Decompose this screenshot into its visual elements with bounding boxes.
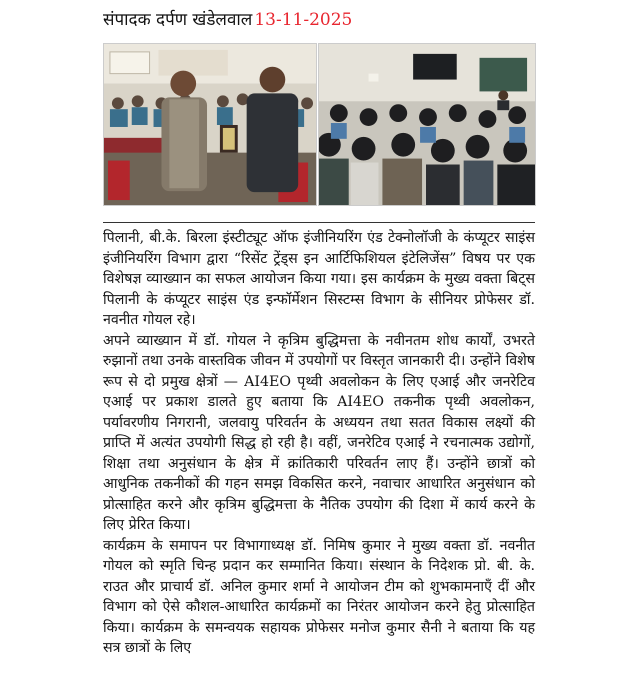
award-photo-illustration xyxy=(104,44,316,205)
article-paragraph-2: अपने व्याख्यान में डॉ. गोयल ने कृत्रिम बुद्धिमत्ता के नवीनतम शोध कार्यों, उभरते रुझानों तथा उनके वास्तविक जीवन में उपयोगों पर विस्तृत जानकारी दी। उन्होंने विशेष रूप से दो प्रमुख क्षेत्रों — AI4EO पृथ्वी अवलोकन के लिए एआई और जनरेटिव एआई पर प्रकाश डालते हुए बताया कि AI4EO तकनीक पृथ्वी अवलोकन, पर्यावरणीय निगरानी, जलवायु परिवर्तन के अध्ययन तथा सतत विकास लक्ष्यों की प्राप्ति में अत्यंत उपयोगी सिद्ध हो रही है। वहीं, जनरेटिव एआई ने रचनात्मक उद्योगों, शिक्षा तथा अनुसंधान के क्षेत्र में क्रांतिकारी परिवर्तन लाए हैं। उन्होंने छात्रों को आधुनिक तकनीकों की गहन समझ विकसित करने, नवाचार आधारित अनुसंधान को प्रोत्साहित करने और कृत्रिम बुद्धिमत्ता के नैतिक उपयोग की दिशा में कार्य करने के लिए प्रेरित किया। xyxy=(103,332,535,533)
event-photo-lecture xyxy=(318,43,536,206)
publish-date: 13-11-2025 xyxy=(254,10,353,30)
editor-name: संपादक दर्पण खंडेलवाल xyxy=(103,10,253,30)
divider-line xyxy=(103,222,535,223)
byline xyxy=(103,8,352,32)
article-paragraph-1: पिलानी, बी.के. बिरला इंस्टीट्यूट ऑफ इंजीनियरिंग एंड टेक्नोलॉजी के कंप्यूटर साइंस इंजीनियरिंग विभाग द्वारा “रिसेंट ट्रेंड्स इन आर्टिफिशियल इंटेलिजेंस” विषय पर एक विशेषज्ञ व्याख्यान का सफल आयोजन किया गया। इस कार्यक्रम के मुख्य वक्ता बिट्स पिलानी के कंप्यूटर साइंस एंड इन्फॉर्मेशन सिस्टम्स विभाग के सीनियर प्रोफेसर डॉ. नवनीत गोयल रहे। xyxy=(103,230,535,328)
article-body xyxy=(103,228,535,659)
article-paragraph-3: कार्यक्रम के समापन पर विभागाध्यक्ष डॉ. निमिष कुमार ने मुख्य वक्ता डॉ. नवनीत गोयल को स्मृति चिन्ह प्रदान कर सम्मानित किया। संस्थान के निदेशक प्रो. बी. के. राउत और प्राचार्य डॉ. अनिल कुमार शर्मा ने आयोजन टीम को शुभकामनाएँ दीं और विभाग को ऐसे कौशल-आधारित कार्यक्रमों का निरंतर आयोजन करने हेतु प्रोत्साहित किया। कार्यक्रम के समन्वयक सहायक प्रोफेसर मनोज कुमार सैनी ने बताया कि यह सत्र छात्रों के लिए xyxy=(103,537,535,656)
lecture-photo-illustration xyxy=(319,44,535,205)
event-photo-award xyxy=(103,43,317,206)
